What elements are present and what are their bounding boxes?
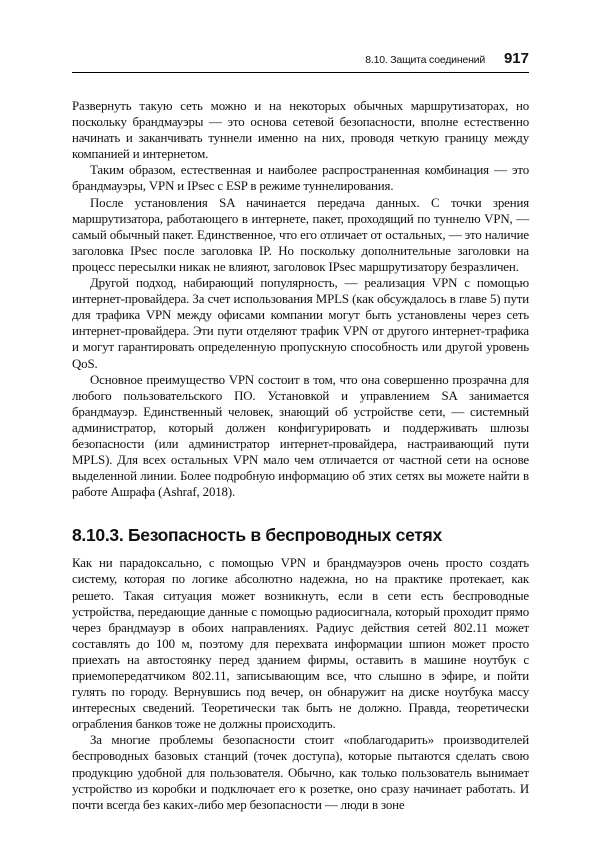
page-number: 917 xyxy=(503,50,529,67)
paragraph: За многие проблемы безопасности стоит «поблагодарить» производителей беспроводных базовых станций (точек доступа), которые пытаются сделать свою продукцию удобной для пользователя. Обычно, как только пользователь вынимает устройство из коробки и подключает его к розетке, оно сразу начинает работать. И почти всегда без каких-либо мер безопасности — люди в зоне xyxy=(72,733,529,812)
section-title: Безопасность в беспроводных сетях xyxy=(127,525,442,546)
section-heading xyxy=(72,524,529,546)
paragraph: Таким образом, естественная и наиболее распространенная комбинация — это брандмауэры, VPN и IPsec с ESP в режиме туннелирования. xyxy=(72,163,529,194)
paragraph: Как ни парадоксально, с помощью VPN и брандмауэров очень просто создать систему, которая по логике абсолютно надежна, но на практике протекает, как решето. Такая ситуация может возникнуть, если в сети есть беспроводные устройства, передающие данные с помощью радиосигнала, который проходит прямо через брандмауэр в обоих направлениях. Радиус действия сетей 802.11 может составлять до 100 м, поэтому для перехвата информации шпион может просто приехать на автостоянку перед зданием фирмы, оставить в машине ноутбук с приемопередатчиком 802.11, записывающим все, что слышно в эфире, и пойти гулять по городу. Вернувшись под вечер, он обнаружит на диске ноутбука массу интересных сведений. Теоретически так быть не должно. Правда, теоретически ограбления банков тоже не должны происходить. xyxy=(72,556,529,732)
section-number: 8.10.3. xyxy=(72,525,124,546)
paragraph: Другой подход, набирающий популярность, — реализация VPN с помощью интернет-провайдера. За счет использования MPLS (как обсуждалось в главе 5) пути для трафика VPN между офисами компании могут быть установлены через сеть интернет-провайдера. Эти пути отделяют трафик VPN от другого интернет-трафика и могут гарантировать определенную пропускную способность или другой уровень QoS. xyxy=(72,276,529,371)
paragraph: Развернуть такую сеть можно и на некоторых обычных маршрутизаторах, но поскольку брандмауэры — это основа сетевой безопасности, вполне естественно начинать и заканчивать туннели именно на них, проводя четкую границу между компанией и интернетом. xyxy=(72,99,529,162)
running-head: 8.10. Защита соединений xyxy=(365,54,485,66)
paragraph: После установления SA начинается передача данных. С точки зрения маршрутизатора, работающего в интернете, пакет, проходящий по туннелю VPN, — самый обычный пакет. Единственное, что его отличает от остальных, — это наличие заголовка IPsec после заголовка IP. Но поскольку дополнительные заголовки на процесс пересылки никак не влияют, заголовок IPsec маршрутизатору безразличен. xyxy=(72,195,529,274)
paragraph: Основное преимущество VPN состоит в том, что она совершенно прозрачна для любого пользовательского ПО. Установкой и управлением SA занимается брандмауэр. Единственный человек, знающий об устройстве сети, — системный администратор, который должен конфигурировать и поддерживать шлюзы безопасности (или администратор интернет-провайдера, настраивающий пути MPLS). Для всех остальных VPN мало чем отличается от частной сети на основе выделенной линии. Более подробную информацию об этих сетях вы можете найти в работе Ашрафа (Ashraf, 2018). xyxy=(72,372,529,500)
page-body xyxy=(72,98,529,813)
page-header xyxy=(72,50,529,73)
